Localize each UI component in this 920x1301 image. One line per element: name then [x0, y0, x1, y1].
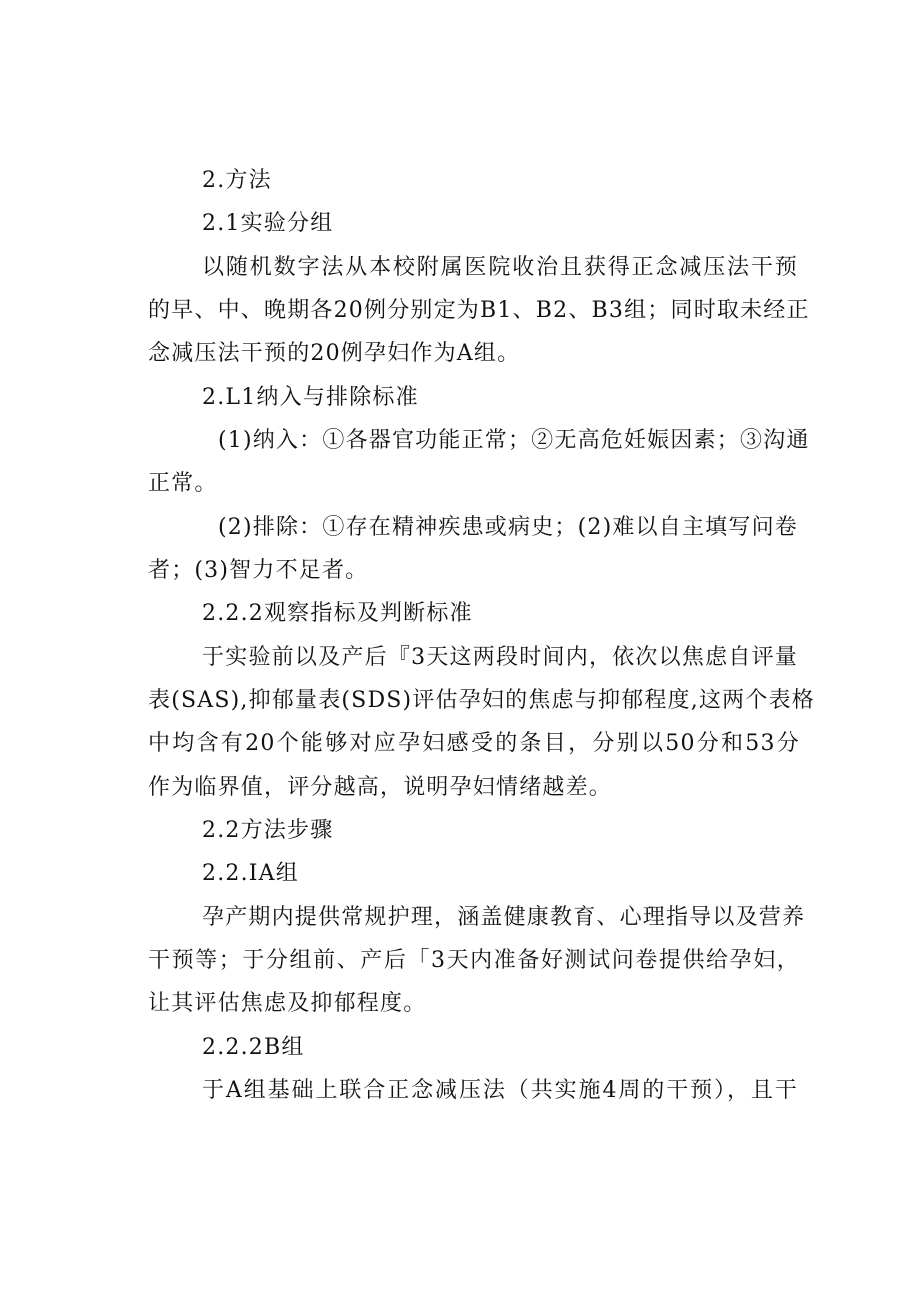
paragraph-line: 的早、中、晚期各20例分别定为B1、B2、B3组；同时取未经正 — [148, 298, 810, 323]
paragraph-line: 表(SAS),抑郁量表(SDS)评估孕妇的焦虑与抑郁程度,这两个表格 — [148, 688, 815, 713]
paragraph-line: (2)排除：①存在精神疾患或病史；(2)难以自主填写问卷 — [218, 515, 798, 540]
paragraph-line: 孕产期内提供常规护理，涵盖健康教育、心理指导以及营养 — [202, 905, 806, 930]
paragraph-line: 以随机数字法从本校附属医院收治且获得正念减压法干预 — [202, 255, 798, 280]
paragraph-line: (1)纳入：①各器官功能正常；②无高危妊娠因素；③沟通 — [218, 428, 810, 453]
subsection-heading-group-a: 2.2.IA组 — [202, 861, 299, 886]
subsection-heading-steps: 2.2方法步骤 — [202, 818, 334, 843]
paragraph-line: 中均含有20个能够对应孕妇感受的条目，分别以50分和53分 — [148, 731, 800, 756]
subsection-heading-grouping: 2.1实验分组 — [202, 211, 334, 236]
paragraph-line: 者；(3)智力不足者。 — [148, 558, 369, 583]
paragraph-line: 让其评估焦虑及抑郁程度。 — [148, 991, 427, 1016]
paragraph-line: 作为临界值，评分越高，说明孕妇情绪越差。 — [148, 775, 613, 800]
subsection-heading-indicators: 2.2.2观察指标及判断标准 — [202, 601, 473, 626]
paragraph-line: 于实验前以及产后『3天这两段时间内，依次以焦虑自评量 — [202, 645, 798, 670]
paragraph-line: 于A组基础上联合正念减压法（共实施4周的干预），且干 — [202, 1078, 798, 1103]
paragraph-line: 干预等；于分组前、产后「3天内准备好测试问卷提供给孕妇， — [148, 948, 800, 973]
paragraph-line: 正常。 — [148, 471, 218, 496]
subsection-heading-group-b: 2.2.2B组 — [202, 1035, 305, 1060]
section-heading-methods: 2.方法 — [202, 168, 272, 193]
subsection-heading-criteria: 2.L1纳入与排除标准 — [202, 385, 419, 410]
paragraph-line: 念减压法干预的20例孕妇作为A组。 — [148, 341, 521, 366]
